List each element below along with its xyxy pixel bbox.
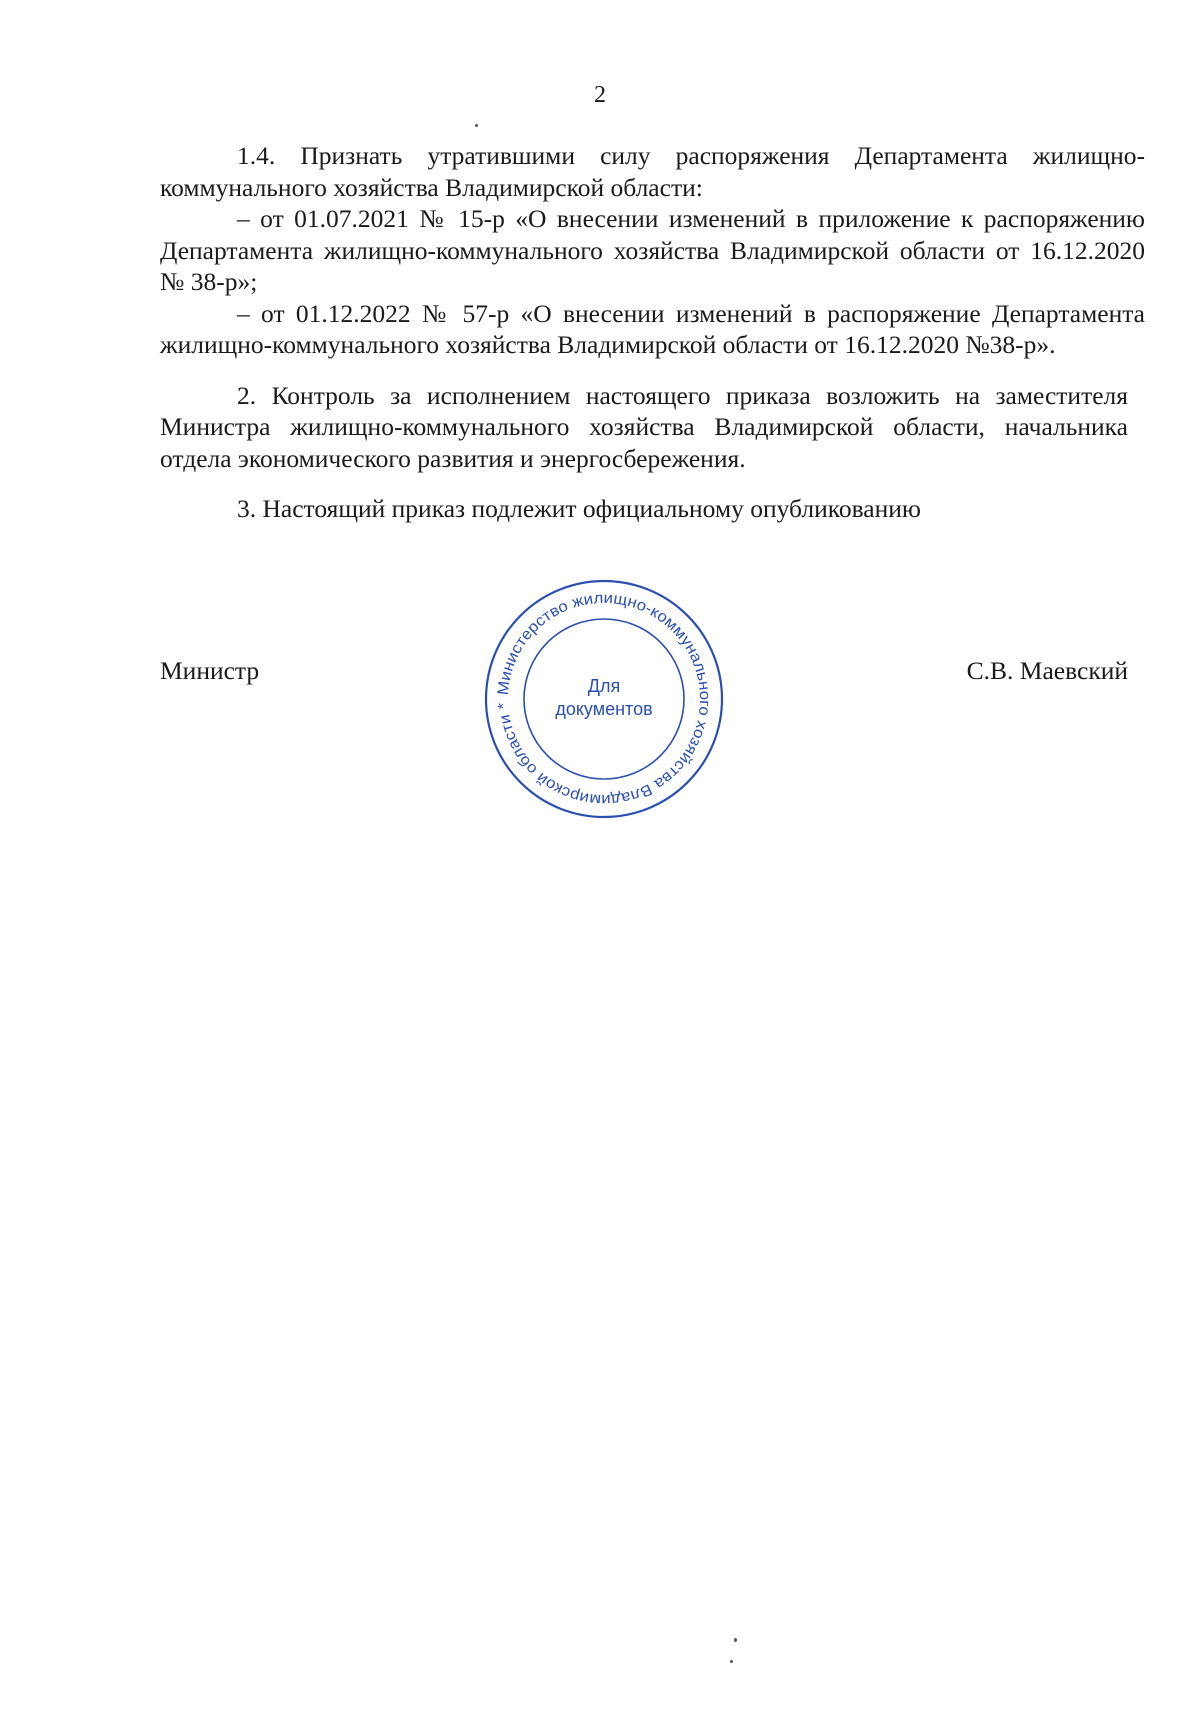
stamp-seal-icon (480, 575, 728, 823)
stamp-center-line-2: документов (555, 699, 653, 719)
paragraph-item-2: – от 01.12.2022 № 57-р «О внесении изменений в распоряжение Департамента жилищно-коммунального хозяйства Владимирской области от 16.12.2020 №38-р». (160, 298, 1145, 359)
signatory-name: С.В. Маевский (966, 656, 1128, 685)
paragraph-1-4: 1.4. Признать утратившими силу распоряжения Департамента жилищно-коммунального хозяйства Владимирской области: (160, 141, 1145, 202)
scan-speck (475, 124, 478, 127)
document-body (160, 140, 1145, 525)
signatory-position: Министр (160, 656, 260, 685)
paragraph-item-1: – от 01.07.2021 № 15-р «О внесении изменений в приложение к распоряжению Департамента жилищно-коммунального хозяйства Владимирской области от 16.12.2020 № 38-р»; (160, 204, 1145, 296)
paragraph-3: 3. Настоящий приказ подлежит официальному опубликованию (237, 494, 921, 523)
stamp-center-line-1: Для (587, 676, 621, 696)
paragraph-2: 2. Контроль за исполнением настоящего приказа возложить на заместителя Министра жилищно-коммунального хозяйства Владимирской области, начальника отдела экономического развития и энергосбережения. (160, 380, 1128, 473)
official-stamp (480, 575, 728, 823)
scan-speck (734, 1638, 737, 1642)
scan-speck (730, 1660, 733, 1663)
stamp-ring-text: Министерство жилищно-коммунального хозяйства Владимирской области * (494, 589, 714, 809)
page-number: 2 (594, 82, 606, 108)
